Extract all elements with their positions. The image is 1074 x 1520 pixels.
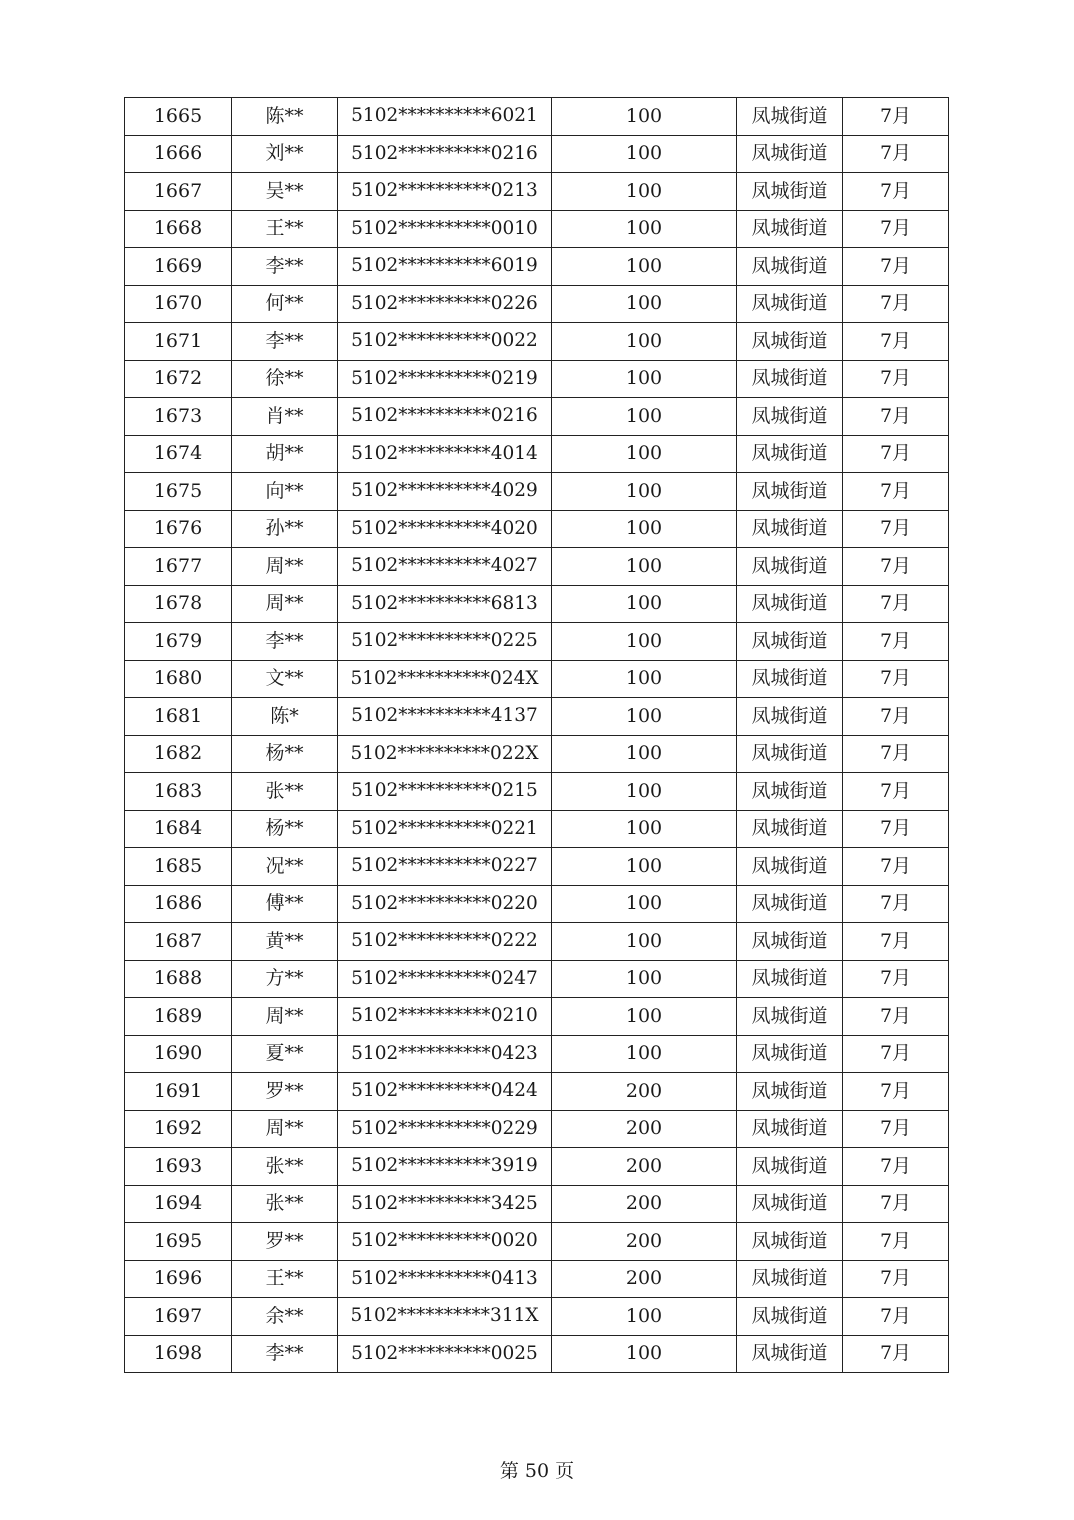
cell-amount: 100	[552, 473, 737, 511]
cell-street: 凤城街道	[737, 548, 843, 586]
cell-street: 凤城街道	[737, 848, 843, 886]
cell-serial-number: 1675	[125, 473, 232, 511]
cell-serial-number: 1677	[125, 548, 232, 586]
cell-street: 凤城街道	[737, 323, 843, 361]
cell-serial-number: 1673	[125, 398, 232, 436]
cell-id-number: 5102**********0222	[338, 923, 552, 961]
cell-street: 凤城街道	[737, 473, 843, 511]
cell-name: 周**	[232, 1110, 338, 1148]
table-row	[125, 1335, 949, 1373]
cell-street: 凤城街道	[737, 923, 843, 961]
table-row	[125, 398, 949, 436]
table-row	[125, 698, 949, 736]
cell-serial-number: 1679	[125, 623, 232, 661]
cell-month: 7月	[843, 548, 949, 586]
cell-street: 凤城街道	[737, 698, 843, 736]
page-number: 第 50 页	[499, 1460, 575, 1482]
cell-name: 罗**	[232, 1073, 338, 1111]
cell-id-number: 5102**********0216	[338, 135, 552, 173]
cell-amount: 100	[552, 810, 737, 848]
cell-serial-number: 1698	[125, 1335, 232, 1373]
table-row	[125, 1035, 949, 1073]
cell-id-number: 5102**********0221	[338, 810, 552, 848]
cell-street: 凤城街道	[737, 510, 843, 548]
cell-street: 凤城街道	[737, 1335, 843, 1373]
cell-name: 李**	[232, 623, 338, 661]
cell-month: 7月	[843, 585, 949, 623]
cell-month: 7月	[843, 1148, 949, 1186]
cell-id-number: 5102**********3919	[338, 1148, 552, 1186]
cell-id-number: 5102**********0020	[338, 1223, 552, 1261]
cell-street: 凤城街道	[737, 1223, 843, 1261]
cell-amount: 100	[552, 998, 737, 1036]
cell-name: 孙**	[232, 510, 338, 548]
cell-id-number: 5102**********0226	[338, 285, 552, 323]
cell-id-number: 5102**********0227	[338, 848, 552, 886]
table-row	[125, 848, 949, 886]
cell-street: 凤城街道	[737, 1073, 843, 1111]
table-row	[125, 1073, 949, 1111]
table-row	[125, 510, 949, 548]
cell-id-number: 5102**********6813	[338, 585, 552, 623]
cell-name: 况**	[232, 848, 338, 886]
cell-id-number: 5102**********0229	[338, 1110, 552, 1148]
cell-amount: 100	[552, 623, 737, 661]
cell-id-number: 5102**********0022	[338, 323, 552, 361]
cell-street: 凤城街道	[737, 810, 843, 848]
cell-serial-number: 1678	[125, 585, 232, 623]
cell-month: 7月	[843, 885, 949, 923]
cell-name: 张**	[232, 773, 338, 811]
cell-id-number: 5102**********4014	[338, 435, 552, 473]
cell-amount: 100	[552, 735, 737, 773]
cell-month: 7月	[843, 398, 949, 436]
table-row	[125, 435, 949, 473]
cell-amount: 100	[552, 210, 737, 248]
cell-month: 7月	[843, 1035, 949, 1073]
cell-id-number: 5102**********4137	[338, 698, 552, 736]
cell-id-number: 5102**********0010	[338, 210, 552, 248]
cell-serial-number: 1676	[125, 510, 232, 548]
cell-month: 7月	[843, 810, 949, 848]
cell-name: 王**	[232, 210, 338, 248]
cell-id-number: 5102**********0216	[338, 398, 552, 436]
cell-amount: 200	[552, 1185, 737, 1223]
cell-amount: 100	[552, 248, 737, 286]
cell-street: 凤城街道	[737, 773, 843, 811]
cell-serial-number: 1682	[125, 735, 232, 773]
cell-street: 凤城街道	[737, 173, 843, 211]
cell-name: 王**	[232, 1260, 338, 1298]
cell-month: 7月	[843, 210, 949, 248]
cell-street: 凤城街道	[737, 1110, 843, 1148]
cell-month: 7月	[843, 135, 949, 173]
cell-amount: 200	[552, 1223, 737, 1261]
cell-amount: 200	[552, 1148, 737, 1186]
cell-amount: 100	[552, 398, 737, 436]
cell-name: 何**	[232, 285, 338, 323]
cell-serial-number: 1671	[125, 323, 232, 361]
cell-amount: 100	[552, 360, 737, 398]
cell-street: 凤城街道	[737, 623, 843, 661]
cell-month: 7月	[843, 510, 949, 548]
cell-name: 陈**	[232, 98, 338, 136]
cell-serial-number: 1691	[125, 1073, 232, 1111]
table-row	[125, 548, 949, 586]
cell-street: 凤城街道	[737, 398, 843, 436]
cell-street: 凤城街道	[737, 1298, 843, 1336]
cell-month: 7月	[843, 360, 949, 398]
cell-street: 凤城街道	[737, 585, 843, 623]
cell-serial-number: 1695	[125, 1223, 232, 1261]
cell-street: 凤城街道	[737, 735, 843, 773]
table-row	[125, 135, 949, 173]
cell-name: 刘**	[232, 135, 338, 173]
cell-serial-number: 1697	[125, 1298, 232, 1336]
cell-name: 徐**	[232, 360, 338, 398]
cell-id-number: 5102**********311X	[338, 1298, 552, 1336]
cell-serial-number: 1680	[125, 660, 232, 698]
cell-serial-number: 1681	[125, 698, 232, 736]
table-row	[125, 960, 949, 998]
cell-amount: 100	[552, 98, 737, 136]
cell-amount: 100	[552, 960, 737, 998]
cell-month: 7月	[843, 660, 949, 698]
cell-serial-number: 1685	[125, 848, 232, 886]
cell-amount: 100	[552, 510, 737, 548]
table-body	[125, 98, 949, 1373]
cell-name: 罗**	[232, 1223, 338, 1261]
cell-month: 7月	[843, 998, 949, 1036]
cell-name: 向**	[232, 473, 338, 511]
cell-serial-number: 1690	[125, 1035, 232, 1073]
cell-month: 7月	[843, 435, 949, 473]
cell-id-number: 5102**********0213	[338, 173, 552, 211]
cell-amount: 200	[552, 1260, 737, 1298]
cell-name: 黄**	[232, 923, 338, 961]
table-row	[125, 923, 949, 961]
table-row	[125, 360, 949, 398]
cell-street: 凤城街道	[737, 248, 843, 286]
cell-month: 7月	[843, 248, 949, 286]
cell-month: 7月	[843, 923, 949, 961]
table-row	[125, 810, 949, 848]
cell-month: 7月	[843, 98, 949, 136]
table-row	[125, 98, 949, 136]
table-row	[125, 998, 949, 1036]
cell-serial-number: 1667	[125, 173, 232, 211]
cell-serial-number: 1689	[125, 998, 232, 1036]
cell-id-number: 5102**********4027	[338, 548, 552, 586]
cell-street: 凤城街道	[737, 1185, 843, 1223]
cell-id-number: 5102**********0219	[338, 360, 552, 398]
cell-serial-number: 1696	[125, 1260, 232, 1298]
cell-id-number: 5102**********0220	[338, 885, 552, 923]
cell-month: 7月	[843, 773, 949, 811]
cell-month: 7月	[843, 173, 949, 211]
cell-amount: 100	[552, 1298, 737, 1336]
cell-street: 凤城街道	[737, 360, 843, 398]
cell-name: 周**	[232, 585, 338, 623]
table-row	[125, 623, 949, 661]
cell-id-number: 5102**********3425	[338, 1185, 552, 1223]
cell-amount: 200	[552, 1073, 737, 1111]
table-row	[125, 323, 949, 361]
cell-name: 文**	[232, 660, 338, 698]
cell-name: 肖**	[232, 398, 338, 436]
cell-name: 周**	[232, 998, 338, 1036]
cell-id-number: 5102**********0413	[338, 1260, 552, 1298]
cell-street: 凤城街道	[737, 435, 843, 473]
cell-name: 李**	[232, 1335, 338, 1373]
cell-id-number: 5102**********6019	[338, 248, 552, 286]
table-row	[125, 885, 949, 923]
cell-month: 7月	[843, 1073, 949, 1111]
table-row	[125, 1185, 949, 1223]
cell-street: 凤城街道	[737, 285, 843, 323]
cell-amount: 100	[552, 435, 737, 473]
cell-amount: 100	[552, 698, 737, 736]
cell-serial-number: 1666	[125, 135, 232, 173]
cell-name: 吴**	[232, 173, 338, 211]
cell-amount: 100	[552, 1335, 737, 1373]
cell-amount: 100	[552, 173, 737, 211]
cell-amount: 100	[552, 585, 737, 623]
cell-month: 7月	[843, 473, 949, 511]
cell-id-number: 5102**********0423	[338, 1035, 552, 1073]
cell-month: 7月	[843, 1110, 949, 1148]
cell-id-number: 5102**********0225	[338, 623, 552, 661]
table-row	[125, 585, 949, 623]
cell-id-number: 5102**********024X	[338, 660, 552, 698]
table-row	[125, 1260, 949, 1298]
cell-street: 凤城街道	[737, 885, 843, 923]
cell-id-number: 5102**********0215	[338, 773, 552, 811]
table-row	[125, 773, 949, 811]
cell-name: 张**	[232, 1185, 338, 1223]
cell-serial-number: 1687	[125, 923, 232, 961]
cell-serial-number: 1683	[125, 773, 232, 811]
cell-month: 7月	[843, 1223, 949, 1261]
table-row	[125, 210, 949, 248]
data-table	[124, 97, 949, 1373]
table-row	[125, 173, 949, 211]
cell-name: 余**	[232, 1298, 338, 1336]
cell-month: 7月	[843, 960, 949, 998]
cell-id-number: 5102**********022X	[338, 735, 552, 773]
table-row	[125, 1148, 949, 1186]
table-row	[125, 473, 949, 511]
cell-serial-number: 1688	[125, 960, 232, 998]
cell-amount: 100	[552, 1035, 737, 1073]
cell-serial-number: 1694	[125, 1185, 232, 1223]
cell-serial-number: 1693	[125, 1148, 232, 1186]
cell-month: 7月	[843, 698, 949, 736]
cell-street: 凤城街道	[737, 660, 843, 698]
cell-amount: 100	[552, 135, 737, 173]
cell-name: 夏**	[232, 1035, 338, 1073]
cell-street: 凤城街道	[737, 960, 843, 998]
table-row	[125, 660, 949, 698]
table-row	[125, 735, 949, 773]
cell-amount: 100	[552, 285, 737, 323]
cell-street: 凤城街道	[737, 135, 843, 173]
cell-name: 傅**	[232, 885, 338, 923]
cell-month: 7月	[843, 735, 949, 773]
cell-month: 7月	[843, 1298, 949, 1336]
cell-name: 杨**	[232, 810, 338, 848]
cell-id-number: 5102**********6021	[338, 98, 552, 136]
table-row	[125, 1223, 949, 1261]
cell-name: 周**	[232, 548, 338, 586]
cell-name: 陈*	[232, 698, 338, 736]
cell-street: 凤城街道	[737, 1260, 843, 1298]
cell-amount: 100	[552, 323, 737, 361]
cell-name: 李**	[232, 323, 338, 361]
cell-street: 凤城街道	[737, 1148, 843, 1186]
cell-amount: 200	[552, 1110, 737, 1148]
cell-id-number: 5102**********0247	[338, 960, 552, 998]
cell-month: 7月	[843, 323, 949, 361]
cell-serial-number: 1668	[125, 210, 232, 248]
cell-serial-number: 1674	[125, 435, 232, 473]
cell-name: 张**	[232, 1148, 338, 1186]
cell-street: 凤城街道	[737, 1035, 843, 1073]
cell-month: 7月	[843, 848, 949, 886]
cell-amount: 100	[552, 885, 737, 923]
cell-name: 方**	[232, 960, 338, 998]
cell-serial-number: 1670	[125, 285, 232, 323]
table-row	[125, 1298, 949, 1336]
cell-id-number: 5102**********0025	[338, 1335, 552, 1373]
cell-street: 凤城街道	[737, 210, 843, 248]
cell-serial-number: 1665	[125, 98, 232, 136]
cell-street: 凤城街道	[737, 98, 843, 136]
cell-amount: 100	[552, 923, 737, 961]
cell-id-number: 5102**********0210	[338, 998, 552, 1036]
cell-serial-number: 1692	[125, 1110, 232, 1148]
cell-month: 7月	[843, 1185, 949, 1223]
cell-name: 李**	[232, 248, 338, 286]
cell-month: 7月	[843, 1335, 949, 1373]
cell-serial-number: 1672	[125, 360, 232, 398]
cell-month: 7月	[843, 285, 949, 323]
cell-serial-number: 1686	[125, 885, 232, 923]
cell-month: 7月	[843, 1260, 949, 1298]
table-row	[125, 285, 949, 323]
cell-amount: 100	[552, 848, 737, 886]
cell-serial-number: 1684	[125, 810, 232, 848]
cell-amount: 100	[552, 660, 737, 698]
cell-id-number: 5102**********4029	[338, 473, 552, 511]
table-row	[125, 1110, 949, 1148]
cell-id-number: 5102**********4020	[338, 510, 552, 548]
cell-name: 胡**	[232, 435, 338, 473]
cell-amount: 100	[552, 548, 737, 586]
cell-amount: 100	[552, 773, 737, 811]
cell-street: 凤城街道	[737, 998, 843, 1036]
cell-id-number: 5102**********0424	[338, 1073, 552, 1111]
cell-month: 7月	[843, 623, 949, 661]
cell-name: 杨**	[232, 735, 338, 773]
cell-serial-number: 1669	[125, 248, 232, 286]
table-row	[125, 248, 949, 286]
